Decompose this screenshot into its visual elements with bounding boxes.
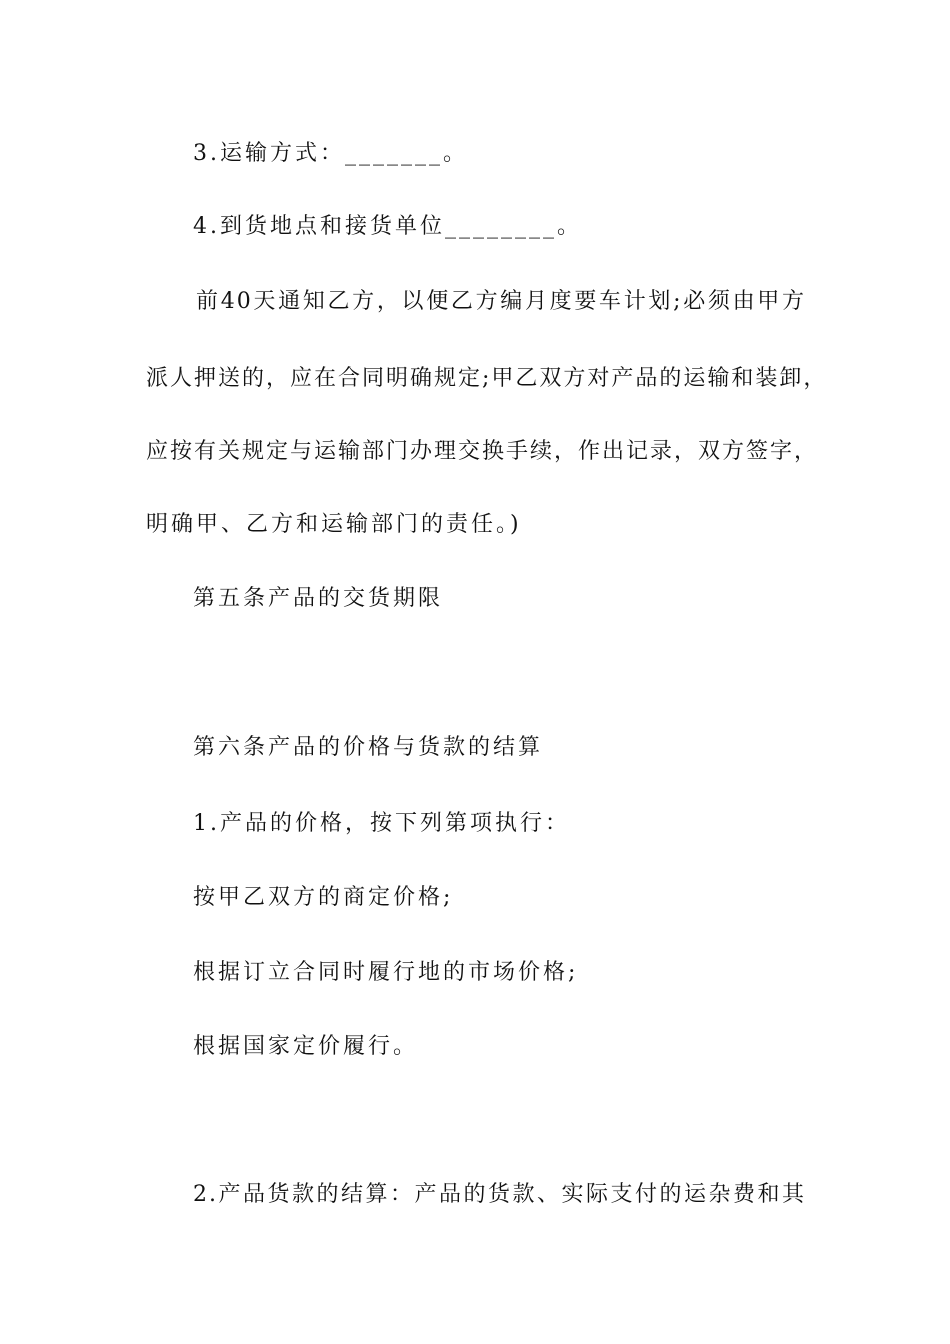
- price-option-market: 根据订立合同时履行地的市场价格;: [193, 960, 579, 985]
- transport-method-line: 3.运输方式：_______。: [193, 141, 468, 166]
- notice-paragraph-line-4: 明确甲、乙方和运输部门的责任。): [146, 512, 522, 537]
- price-clause-line: 1.产品的价格，按下列第项执行：: [193, 811, 570, 836]
- notice-paragraph-line-1: 前40天通知乙方，以便乙方编月度要车计划;必须由甲方: [196, 289, 806, 314]
- article-six-heading: 第六条产品的价格与货款的结算: [193, 735, 544, 760]
- payment-settlement-line: 2.产品货款的结算：产品的货款、实际支付的运杂费和其: [193, 1182, 806, 1207]
- notice-paragraph-line-2: 派人押送的，应在合同明确规定;甲乙双方对产品的运输和装卸，: [146, 366, 828, 391]
- notice-paragraph-line-3: 应按有关规定与运输部门办理交换手续，作出记录，双方签字，: [146, 439, 819, 464]
- delivery-location-line: 4.到货地点和接货单位________。: [193, 214, 582, 239]
- price-option-negotiated: 按甲乙双方的商定价格;: [193, 885, 454, 910]
- article-five-heading: 第五条产品的交货期限: [193, 586, 444, 611]
- price-option-state: 根据国家定价履行。: [193, 1034, 419, 1059]
